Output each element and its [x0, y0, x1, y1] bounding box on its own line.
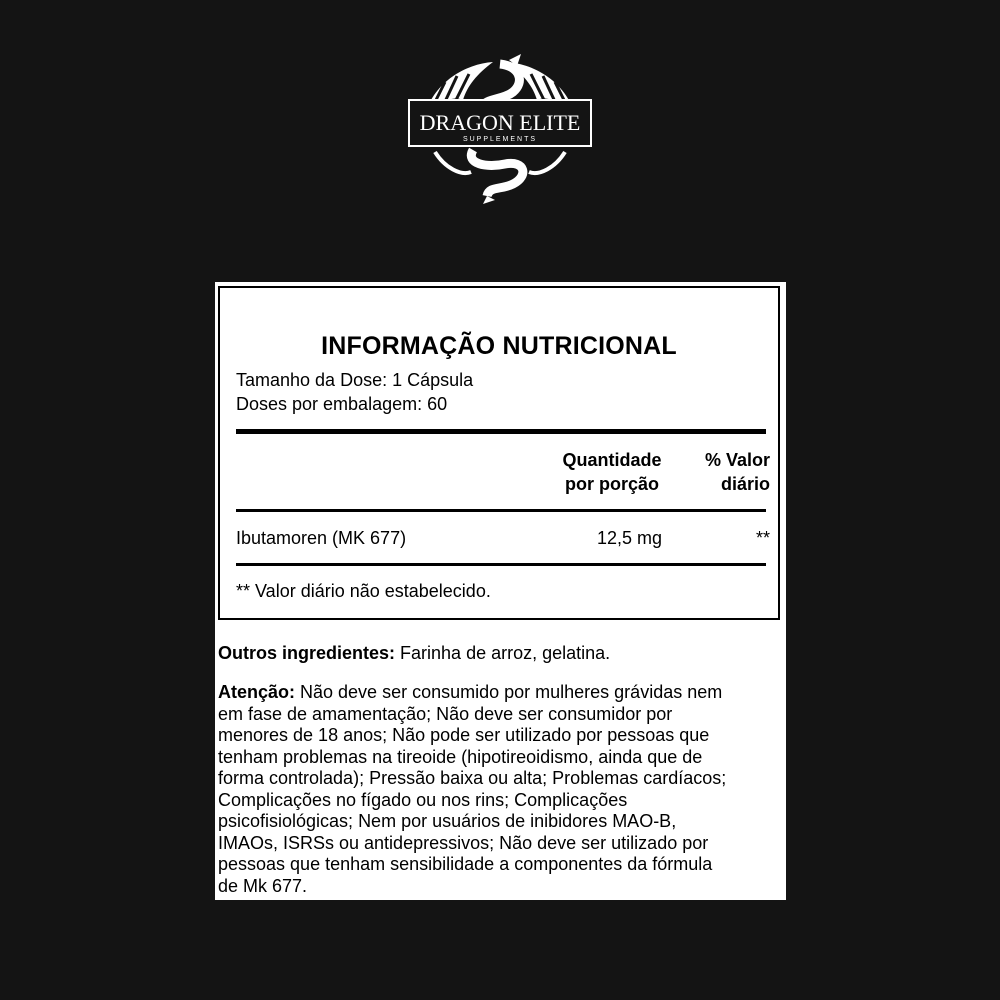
- warning-label: Atenção:: [218, 682, 296, 702]
- warning-block: [218, 682, 778, 897]
- warning-line: Complicações no fígado ou nos rins; Complicações: [218, 789, 628, 810]
- other-ingredients: [218, 643, 778, 665]
- warning-line: em fase de amamentação; Não deve ser consumidor por: [218, 703, 673, 724]
- warning-line: IMAOs, ISRSs ou antidepressivos; Não deve ser utilizado por: [218, 832, 709, 853]
- warning-line: forma controlada); Pressão baixa ou alta; Problemas cardíacos;: [218, 768, 727, 788]
- amount-header-line1: Quantidade: [562, 450, 662, 470]
- warning-line: Não deve ser consumido por mulheres grávidas nem: [295, 682, 723, 702]
- warning-line: tenham problemas na tireoide (hipotireoidismo, ainda que de: [218, 746, 703, 767]
- facts-title: INFORMAÇÃO NUTRICIONAL: [321, 332, 677, 360]
- daily-value-header-line1: % Valor: [704, 450, 770, 470]
- ingredient-amount: 12,5 mg: [596, 528, 662, 548]
- ingredient-name: Ibutamoren (MK 677): [236, 528, 407, 548]
- ingredient-daily-value: **: [755, 528, 770, 548]
- warning-line: psicofisiológicas; Nem por usuários de inibidores MAO-B,: [218, 811, 677, 831]
- warning-line: menores de 18 anos; Não pode ser utilizado por pessoas que: [218, 725, 710, 745]
- servings-per-container: Doses por embalagem: 60: [236, 394, 448, 414]
- brand-subtext: SUPPLEMENTS: [462, 136, 538, 143]
- daily-value-header-line2: diário: [720, 474, 770, 494]
- warning-line: de Mk 677.: [218, 875, 308, 896]
- warning-line: pessoas que tenham sensibilidade a componentes da fórmula: [218, 854, 713, 874]
- thick-divider: [236, 429, 766, 434]
- row-divider: [236, 563, 766, 566]
- amount-header: [550, 448, 674, 496]
- amount-header-line2: por porção: [564, 474, 659, 494]
- other-ingredients-text: Farinha de arroz, gelatina.: [395, 643, 611, 663]
- header-divider: [236, 509, 766, 512]
- other-ingredients-label: Outros ingredientes:: [218, 643, 396, 663]
- brand-text: DRAGON ELITE: [419, 110, 581, 135]
- brand-logo: [405, 52, 595, 204]
- daily-value-header: [686, 448, 770, 496]
- nutrition-facts-box: [218, 286, 780, 620]
- dragon-logo-icon: [405, 52, 595, 204]
- footnote: ** Valor diário não estabelecido.: [236, 581, 491, 601]
- serving-size: Tamanho da Dose: 1 Cápsula: [236, 370, 474, 390]
